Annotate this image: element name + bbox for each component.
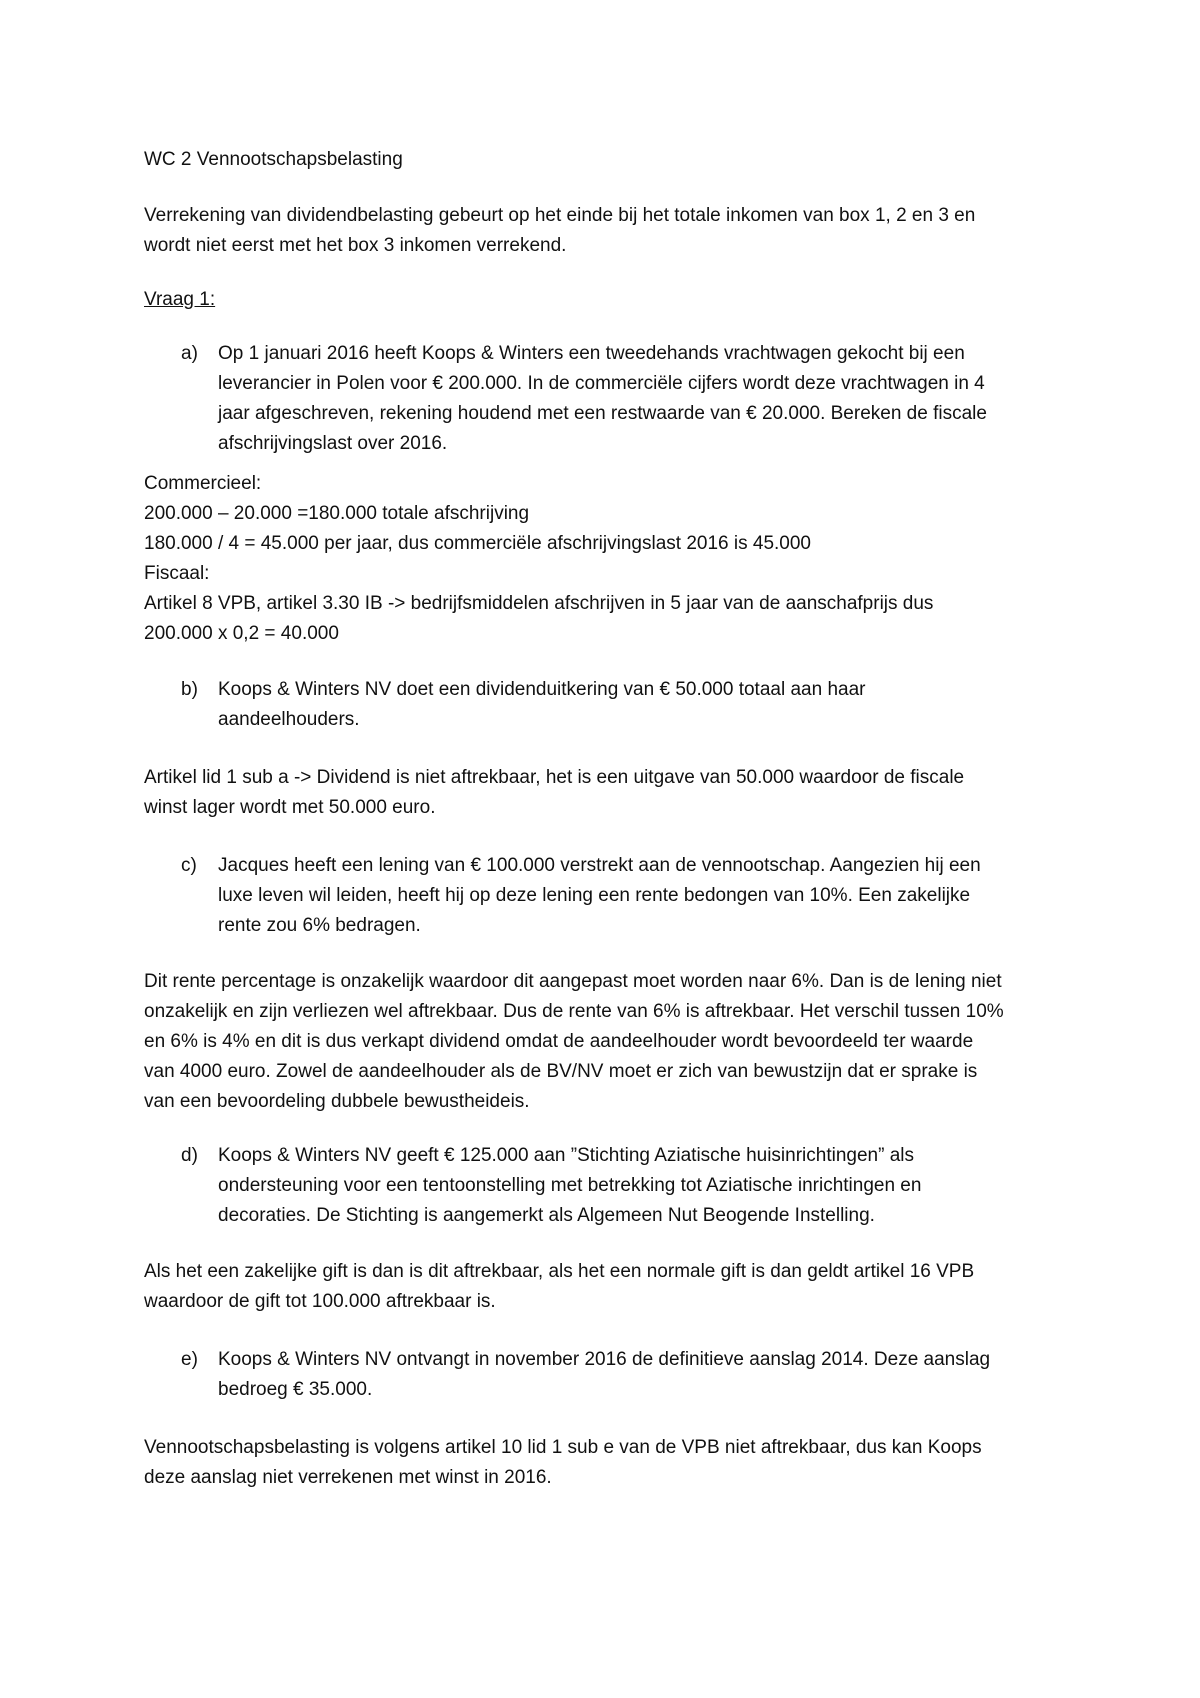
- item-text: [218, 675, 1074, 735]
- answer-line: 200.000 x 0,2 = 40.000: [144, 623, 339, 644]
- answer-e: [144, 1433, 1074, 1493]
- answer-a: [144, 469, 1074, 649]
- answer-line: 180.000 / 4 = 45.000 per jaar, dus commerciële afschrijvingslast 2016 is 45.000: [144, 533, 811, 554]
- item-line: Koops & Winters NV doet een dividenduitkering van € 50.000 totaal aan haar: [218, 679, 866, 700]
- document-title: [144, 145, 1074, 175]
- item-label: a): [181, 343, 198, 364]
- item-label: b): [181, 679, 198, 700]
- answer-line: Commercieel:: [144, 473, 262, 494]
- item-text: [218, 1345, 1074, 1405]
- item-line: ondersteuning voor een tentoonstelling met betrekking tot Aziatische inrichtingen en: [218, 1175, 922, 1196]
- intro-line: Verrekening van dividendbelasting gebeurt op het einde bij het totale inkomen van box 1, 2 en 3 en: [144, 205, 976, 226]
- item-line: Koops & Winters NV ontvangt in november 2016 de definitieve aanslag 2014. Deze aanslag: [218, 1349, 991, 1370]
- item-text: [218, 851, 1074, 941]
- answer-line: Als het een zakelijke gift is dan is dit aftrekbaar, als het een normale gift is dan geldt artikel 16 VPB: [144, 1261, 975, 1282]
- answer-line: van een bevoordeling dubbele bewustheideis.: [144, 1091, 530, 1112]
- item-line: Op 1 januari 2016 heeft Koops & Winters een tweedehands vrachtwagen gekocht bij een: [218, 343, 965, 364]
- answer-line: van 4000 euro. Zowel de aandeelhouder als de BV/NV moet er zich van bewustzijn dat er sprake is: [144, 1061, 978, 1082]
- answer-line: 200.000 – 20.000 =180.000 totale afschrijving: [144, 503, 530, 524]
- item-line: leverancier in Polen voor € 200.000. In de commerciële cijfers wordt deze vrachtwagen in 4: [218, 373, 985, 394]
- answer-b: [144, 763, 1074, 823]
- item-line: afschrijvingslast over 2016.: [218, 433, 448, 454]
- item-line: Jacques heeft een lening van € 100.000 verstrekt aan de vennootschap. Aangezien hij een: [218, 855, 981, 876]
- item-label: e): [181, 1349, 198, 1370]
- question-heading: [144, 285, 1074, 315]
- answer-line: waardoor de gift tot 100.000 aftrekbaar is.: [144, 1291, 496, 1312]
- item-line: rente zou 6% bedragen.: [218, 915, 421, 936]
- item-text: [218, 1141, 1074, 1231]
- answer-c: [144, 967, 1074, 1117]
- answer-line: deze aanslag niet verrekenen met winst in 2016.: [144, 1467, 552, 1488]
- title-text: WC 2 Vennootschapsbelasting: [144, 149, 403, 170]
- answer-line: Fiscaal:: [144, 563, 210, 584]
- answer-line: Artikel lid 1 sub a -> Dividend is niet aftrekbaar, het is een uitgave van 50.000 waardoor de fiscale: [144, 767, 965, 788]
- answer-line: en 6% is 4% en dit is dus verkapt dividend omdat de aandeelhouder wordt bevoordeeld ter waarde: [144, 1031, 974, 1052]
- item-line: decoraties. De Stichting is aangemerkt als Algemeen Nut Beogende Instelling.: [218, 1205, 875, 1226]
- item-line: luxe leven wil leiden, heeft hij op deze lening een rente bedongen van 10%. Een zakelijke: [218, 885, 971, 906]
- question-heading-text: Vraag 1:: [144, 289, 216, 310]
- answer-line: onzakelijk en zijn verliezen wel aftrekbaar. Dus de rente van 6% is aftrekbaar. Het verschil tussen 10%: [144, 1001, 1004, 1022]
- item-label: d): [181, 1145, 198, 1166]
- item-text: [218, 339, 1074, 459]
- intro-paragraph: [144, 201, 1074, 261]
- item-line: bedroeg € 35.000.: [218, 1379, 373, 1400]
- item-line: Koops & Winters NV geeft € 125.000 aan ”Stichting Aziatische huisinrichtingen” als: [218, 1145, 914, 1166]
- answer-d: [144, 1257, 1074, 1317]
- answer-line: winst lager wordt met 50.000 euro.: [144, 797, 436, 818]
- item-line: aandeelhouders.: [218, 709, 360, 730]
- answer-line: Dit rente percentage is onzakelijk waardoor dit aangepast moet worden naar 6%. Dan is de lening niet: [144, 971, 1002, 992]
- answer-line: Artikel 8 VPB, artikel 3.30 IB -> bedrijfsmiddelen afschrijven in 5 jaar van de aanschafprijs dus: [144, 593, 934, 614]
- item-line: jaar afgeschreven, rekening houdend met een restwaarde van € 20.000. Bereken de fiscale: [218, 403, 987, 424]
- item-label: c): [181, 855, 197, 876]
- intro-line: wordt niet eerst met het box 3 inkomen verrekend.: [144, 235, 567, 256]
- answer-line: Vennootschapsbelasting is volgens artikel 10 lid 1 sub e van de VPB niet aftrekbaar, dus kan Koops: [144, 1437, 982, 1458]
